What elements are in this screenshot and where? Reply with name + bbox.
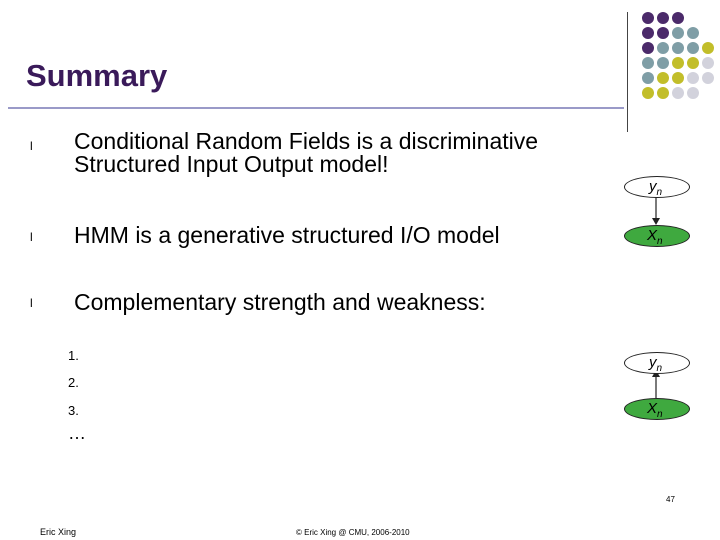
decor-dot: [657, 27, 669, 39]
bullet-text-line: Conditional Random Fields is a discriminative: [74, 128, 539, 154]
node-y-bottom-label: $y_n$: [649, 354, 663, 374]
decor-dot: [687, 27, 699, 39]
decor-dot: [657, 72, 669, 84]
node-x-top-label: $X_n$: [647, 227, 663, 247]
bullet-text-line: Structured Input Output model!: [74, 151, 389, 177]
bullet-text-line: HMM is a generative structured I/O model: [74, 222, 500, 248]
decor-dot: [672, 12, 684, 24]
decor-dot: [642, 72, 654, 84]
footer-copyright: © Eric Xing @ CMU, 2006-2010: [296, 528, 410, 537]
node-x-bottom-label: $X_n$: [647, 400, 663, 420]
decor-dot: [642, 12, 654, 24]
decor-dot: [687, 87, 699, 99]
decorative-dot-grid: [640, 10, 720, 110]
slide-title: Summary: [26, 58, 168, 93]
decor-dot: [642, 27, 654, 39]
decor-dot: [687, 72, 699, 84]
bullet-marker: l: [30, 230, 33, 244]
decor-dot: [657, 57, 669, 69]
decor-dot: [657, 12, 669, 24]
decor-dot: [672, 42, 684, 54]
node-y-top-label: $y_n$: [649, 178, 663, 198]
numbered-subitem: 1.: [68, 348, 79, 363]
decor-dot: [687, 57, 699, 69]
decor-dot: [657, 42, 669, 54]
decor-dot: [702, 57, 714, 69]
decorative-vertical-line: [627, 12, 628, 132]
decor-dot: [642, 87, 654, 99]
decor-dot: [672, 27, 684, 39]
page-number: 47: [666, 495, 675, 504]
decor-dot: [672, 87, 684, 99]
decor-dot: [657, 87, 669, 99]
bottom-edge: [650, 370, 662, 400]
title-rule: [8, 107, 624, 109]
decor-dot: [687, 42, 699, 54]
bullet-marker: l: [30, 296, 33, 310]
footer-author: Eric Xing: [40, 527, 77, 537]
decor-dot: [702, 42, 714, 54]
top-edge: [650, 196, 662, 226]
ellipsis: …: [68, 423, 86, 443]
numbered-subitem: 2.: [68, 375, 79, 390]
decor-dot: [672, 57, 684, 69]
numbered-subitem: 3.: [68, 403, 79, 418]
decor-dot: [702, 72, 714, 84]
bullet-marker: l: [30, 139, 33, 153]
decor-dot: [642, 57, 654, 69]
decor-dot: [672, 72, 684, 84]
bullet-text-line: Complementary strength and weakness:: [74, 289, 486, 315]
decor-dot: [642, 42, 654, 54]
